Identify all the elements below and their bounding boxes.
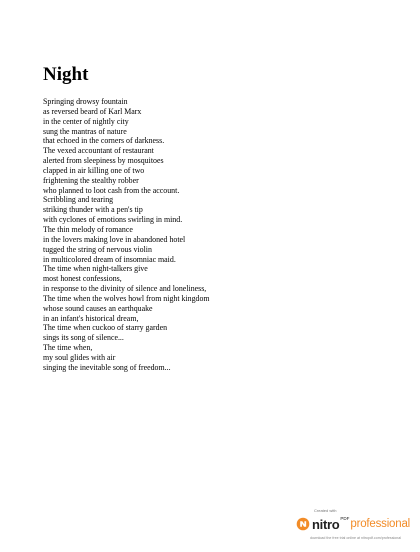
watermark-pdf: PDF xyxy=(340,515,350,521)
poem-line: in an infant's historical dream, xyxy=(43,313,139,323)
poem-body xyxy=(43,97,383,373)
poem-line: in response to the divinity of silence and loneliness, xyxy=(43,284,207,294)
poem-line: with cyclones of emotions swirling in mind. xyxy=(43,215,183,225)
watermark-note: download the free trial online at nitropdf.com/professional xyxy=(310,536,402,540)
poem-line: sung the mantras of nature xyxy=(43,126,127,136)
poem-line: tugged the string of nervous violin xyxy=(43,244,152,254)
poem-line: in the lovers making love in abandoned hotel xyxy=(43,234,186,244)
poem-line: The time when, xyxy=(43,343,93,353)
poem-line: The time when night-talkers give xyxy=(43,264,148,274)
poem-line: singing the inevitable song of freedom... xyxy=(43,362,171,372)
poem-line: sings its song of silence... xyxy=(43,333,124,343)
poem-line: as reversed beard of Karl Marx xyxy=(43,106,142,116)
poem-line: in multicolored dream of insomniac maid. xyxy=(43,254,176,264)
poem-line: striking thunder with a pen's tip xyxy=(43,205,143,215)
nitro-watermark xyxy=(296,508,414,544)
poem-line: The time when cuckoo of starry garden xyxy=(43,323,168,333)
poem-line: that echoed in the corners of darkness. xyxy=(43,136,165,146)
poem-line: The vexed accountant of restaurant xyxy=(43,146,154,156)
poem-line: frightening the stealthy robber xyxy=(43,175,139,185)
poem-line: Scribbling and tearing xyxy=(43,195,114,205)
poem-line: The thin melody of romance xyxy=(43,224,133,234)
poem-line: The time when the wolves howl from night kingdom xyxy=(43,293,210,303)
poem-line: who planned to loot cash from the account. xyxy=(43,185,180,195)
poem-line: clapped in air killing one of two xyxy=(43,165,145,175)
poem-line: alerted from sleepiness by mosquitoes xyxy=(43,156,164,166)
nitro-logo-icon xyxy=(296,517,310,531)
watermark-brand: nitro xyxy=(312,516,340,532)
watermark-edition: professional xyxy=(350,518,410,530)
watermark-brand-row xyxy=(296,514,410,534)
watermark-created-with: Created with xyxy=(314,508,337,513)
poem-line: my soul glides with air xyxy=(43,352,116,362)
poem-line: whose sound causes an earthquake xyxy=(43,303,153,313)
poem-line: Springing drowsy fountain xyxy=(43,97,128,106)
page-title: Night xyxy=(43,64,89,85)
poem-line: in the center of nightly city xyxy=(43,116,129,126)
poem-line: most honest confessions, xyxy=(43,274,122,284)
